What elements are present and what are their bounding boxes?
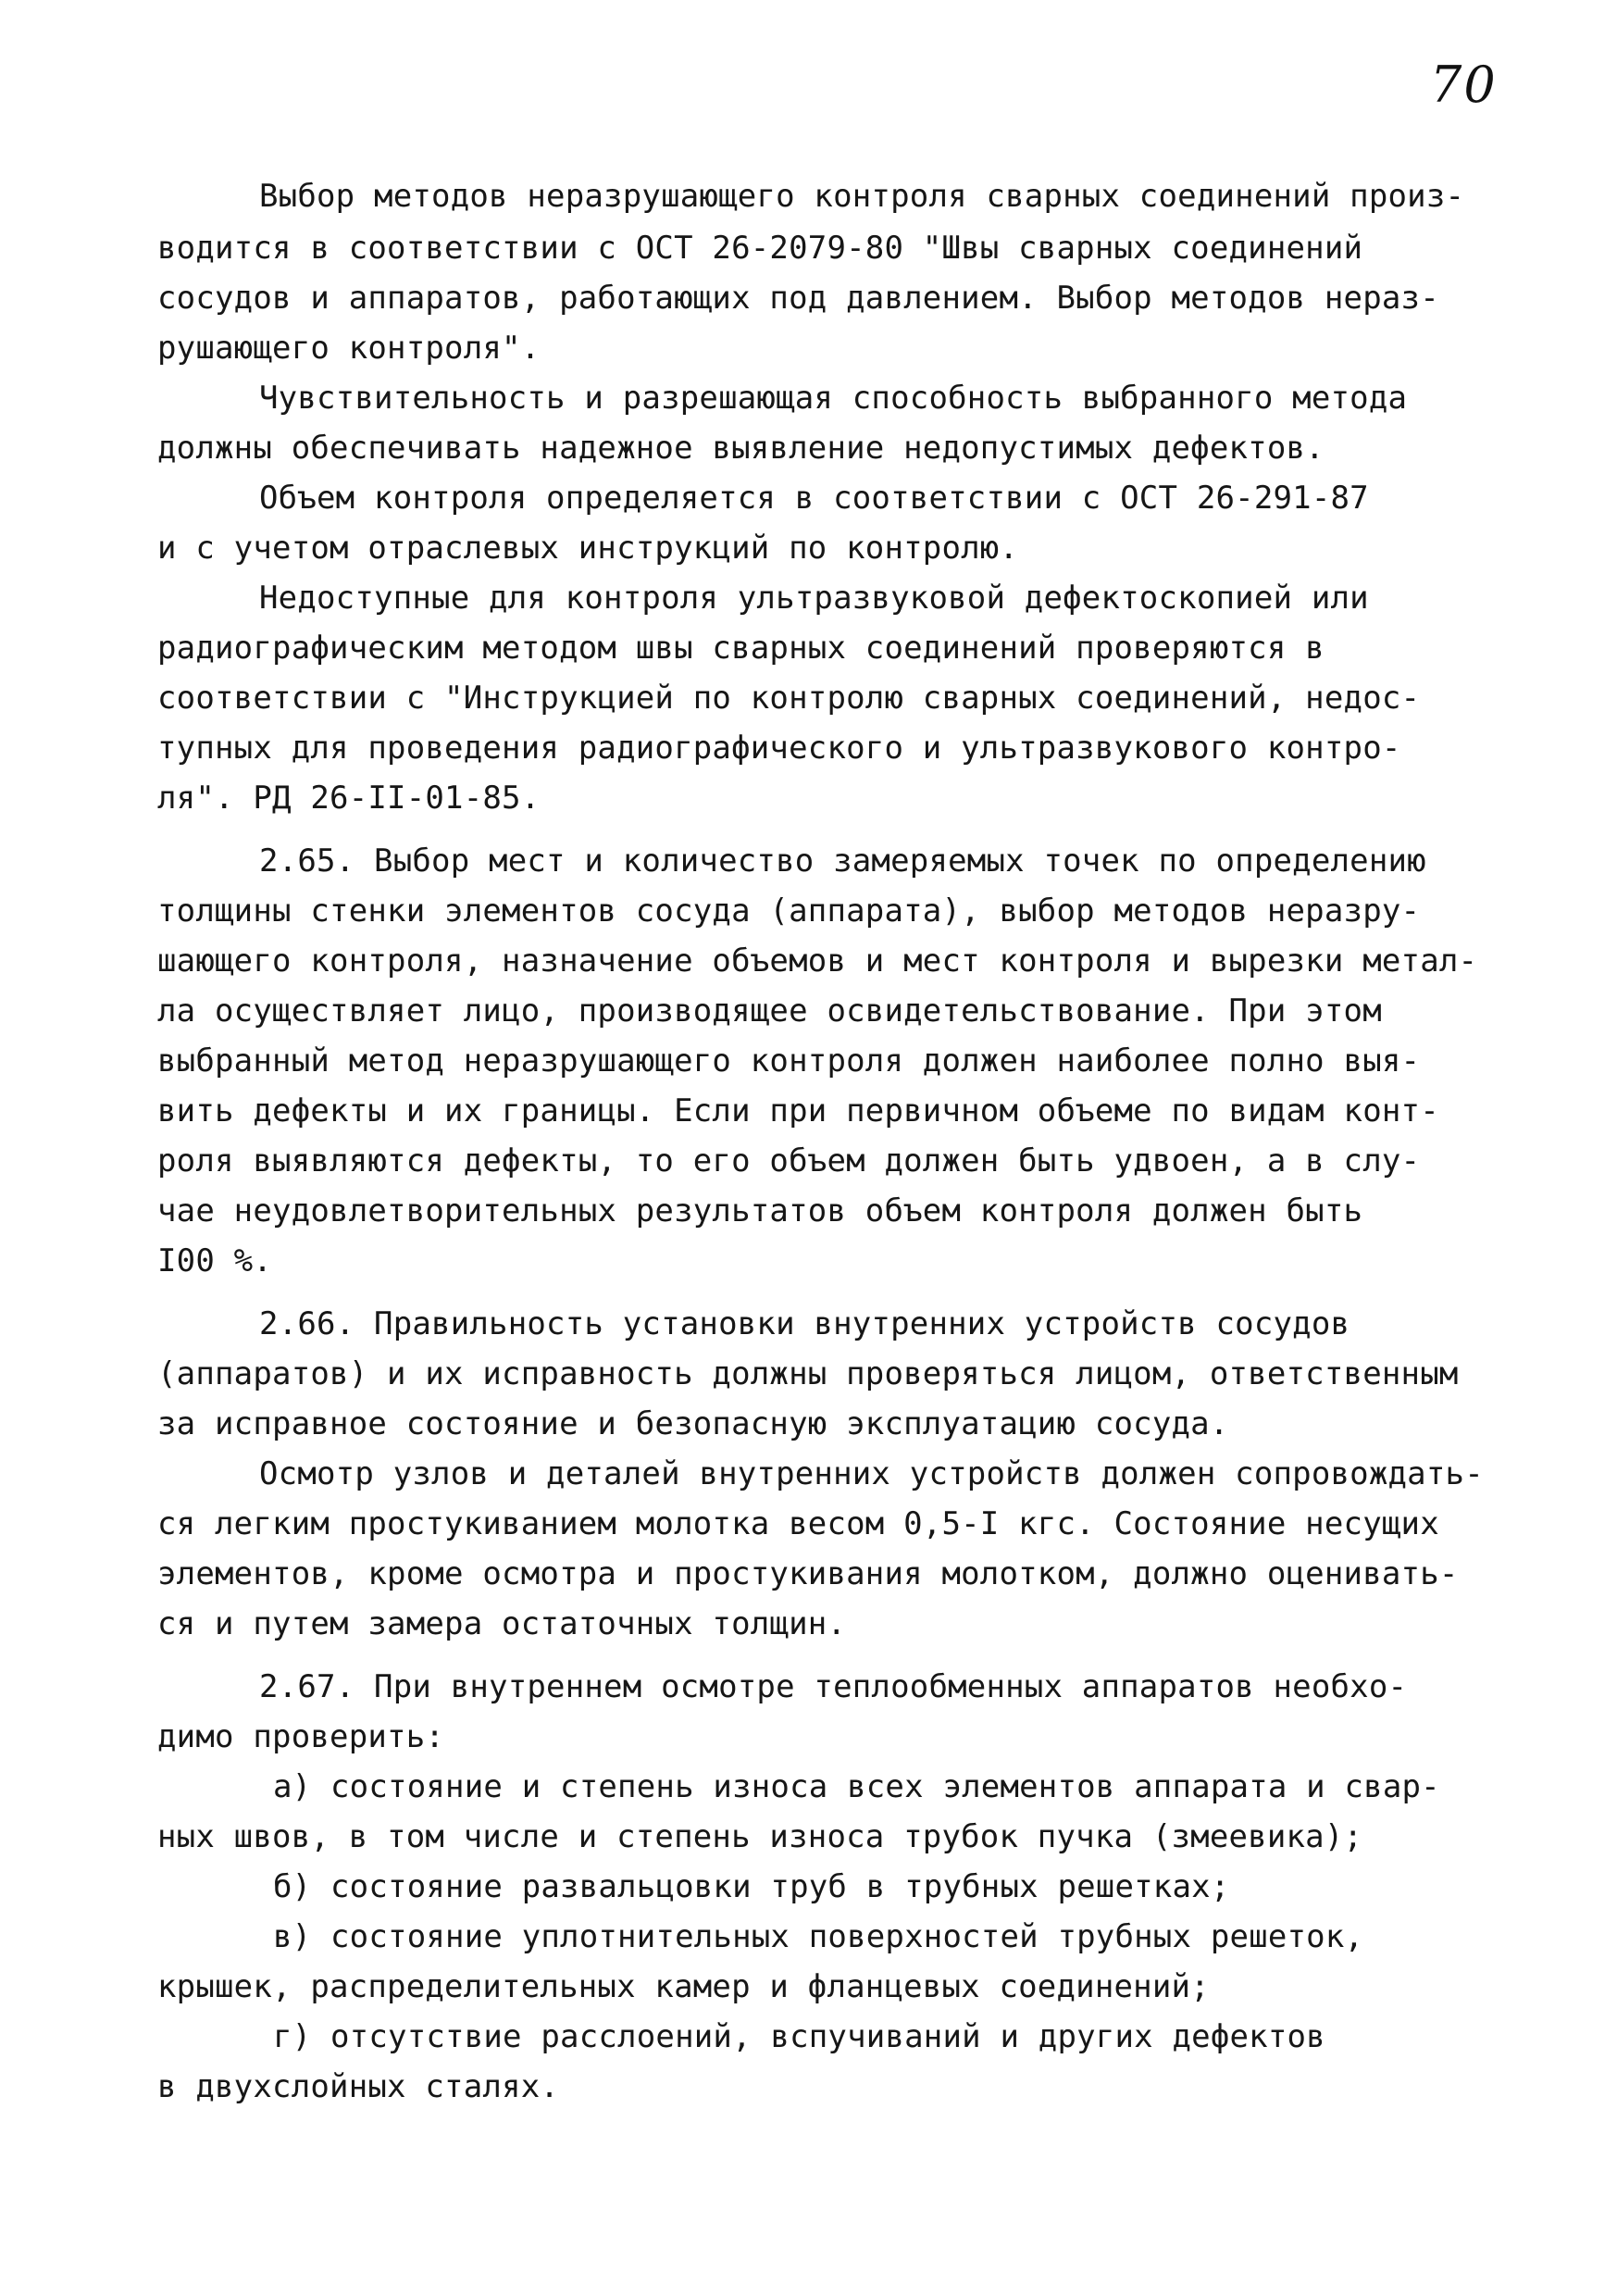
section-2-67-line: 2.67. При внутреннем осмотре теплообменных аппаратов необхо- bbox=[259, 1668, 1408, 1705]
text-line: тупных для проведения радиографического и ультразвукового контро- bbox=[157, 730, 1401, 767]
text-line: I00 %. bbox=[157, 1242, 273, 1279]
text-line: Чувствительность и разрешающая способность выбранного метода bbox=[259, 380, 1408, 417]
text-line: Недоступные для контроля ультразвуковой дефектоскопией или bbox=[259, 580, 1369, 617]
text-line: ля". РД 26-II-01-85. bbox=[157, 780, 541, 817]
text-line: соответствии с "Инструкцией по контролю сварных соединений, недос- bbox=[157, 680, 1421, 717]
list-item-d: г) отсутствие расслоений, вспучиваний и других дефектов bbox=[273, 2018, 1325, 2055]
text-line: роля выявляются дефекты, то его объем должен быть удвоен, а в слу- bbox=[157, 1142, 1421, 1179]
text-line: крышек, распределительных камер и фланцевых соединений; bbox=[157, 1968, 1210, 2005]
text-line: Объем контроля определяется в соответствии с ОСТ 26-291-87 bbox=[259, 480, 1369, 517]
text-line: чае неудовлетворительных результатов объем контроля должен быть bbox=[157, 1192, 1363, 1229]
page-number: 70 bbox=[1430, 56, 1498, 114]
text-line: в двухслойных сталях. bbox=[157, 2068, 560, 2105]
text-line: выбранный метод неразрушающего контроля должен наиболее полно выя- bbox=[157, 1042, 1421, 1079]
text-line: вить дефекты и их границы. Если при первичном объеме по видам конт- bbox=[157, 1092, 1439, 1129]
list-item-a: а) состояние и степень износа всех элементов аппарата и свар- bbox=[273, 1768, 1440, 1805]
text-line: сосудов и аппаратов, работающих под давлением. Выбор методов нераз- bbox=[157, 280, 1439, 317]
text-line: радиографическим методом швы сварных соединений проверяются в bbox=[157, 630, 1325, 667]
text-line: за исправное состояние и безопасную эксплуатацию сосуда. bbox=[157, 1405, 1229, 1442]
text-line: ся легким простукиванием молотка весом 0,5-I кгс. Состояние несущих bbox=[157, 1505, 1439, 1542]
text-line: толщины стенки элементов сосуда (аппарата), выбор методов неразру- bbox=[157, 892, 1421, 930]
list-item-c: в) состояние уплотнительных поверхностей трубных решеток, bbox=[273, 1918, 1364, 1955]
text-line: рушающего контроля". bbox=[157, 330, 541, 367]
section-2-66-line: 2.66. Правильность установки внутренних устройств сосудов bbox=[259, 1305, 1350, 1342]
text-line: должны обеспечивать надежное выявление недопустимых дефектов. bbox=[157, 430, 1325, 467]
text-line: Выбор методов неразрушающего контроля сварных соединений произ- bbox=[259, 178, 1465, 215]
text-line: шающего контроля, назначение объемов и мест контроля и вырезки метал- bbox=[157, 942, 1478, 980]
text-line: и с учетом отраслевых инструкций по контролю. bbox=[157, 530, 1019, 567]
text-line: Осмотр узлов и деталей внутренних устройств должен сопровождать- bbox=[259, 1455, 1484, 1492]
text-line: элементов, кроме осмотра и простукивания молотком, должно оценивать- bbox=[157, 1555, 1459, 1592]
text-line: ных швов, в том числе и степень износа трубок пучка (змеевика); bbox=[157, 1818, 1363, 1855]
text-line: (аппаратов) и их исправность должны проверяться лицом, ответственным bbox=[157, 1355, 1459, 1392]
text-line: ла осуществляет лицо, производящее освидетельствование. При этом bbox=[157, 992, 1382, 1029]
section-2-65-line: 2.65. Выбор мест и количество замеряемых точек по определению bbox=[259, 842, 1426, 880]
list-item-b: б) состояние развальцовки труб в трубных решетках; bbox=[273, 1868, 1230, 1905]
text-line: водится в соответствии с ОСТ 26-2079-80 "Швы сварных соединений bbox=[157, 230, 1363, 267]
text-line: ся и путем замера остаточных толщин. bbox=[157, 1605, 847, 1642]
text-line: димо проверить: bbox=[157, 1718, 445, 1755]
